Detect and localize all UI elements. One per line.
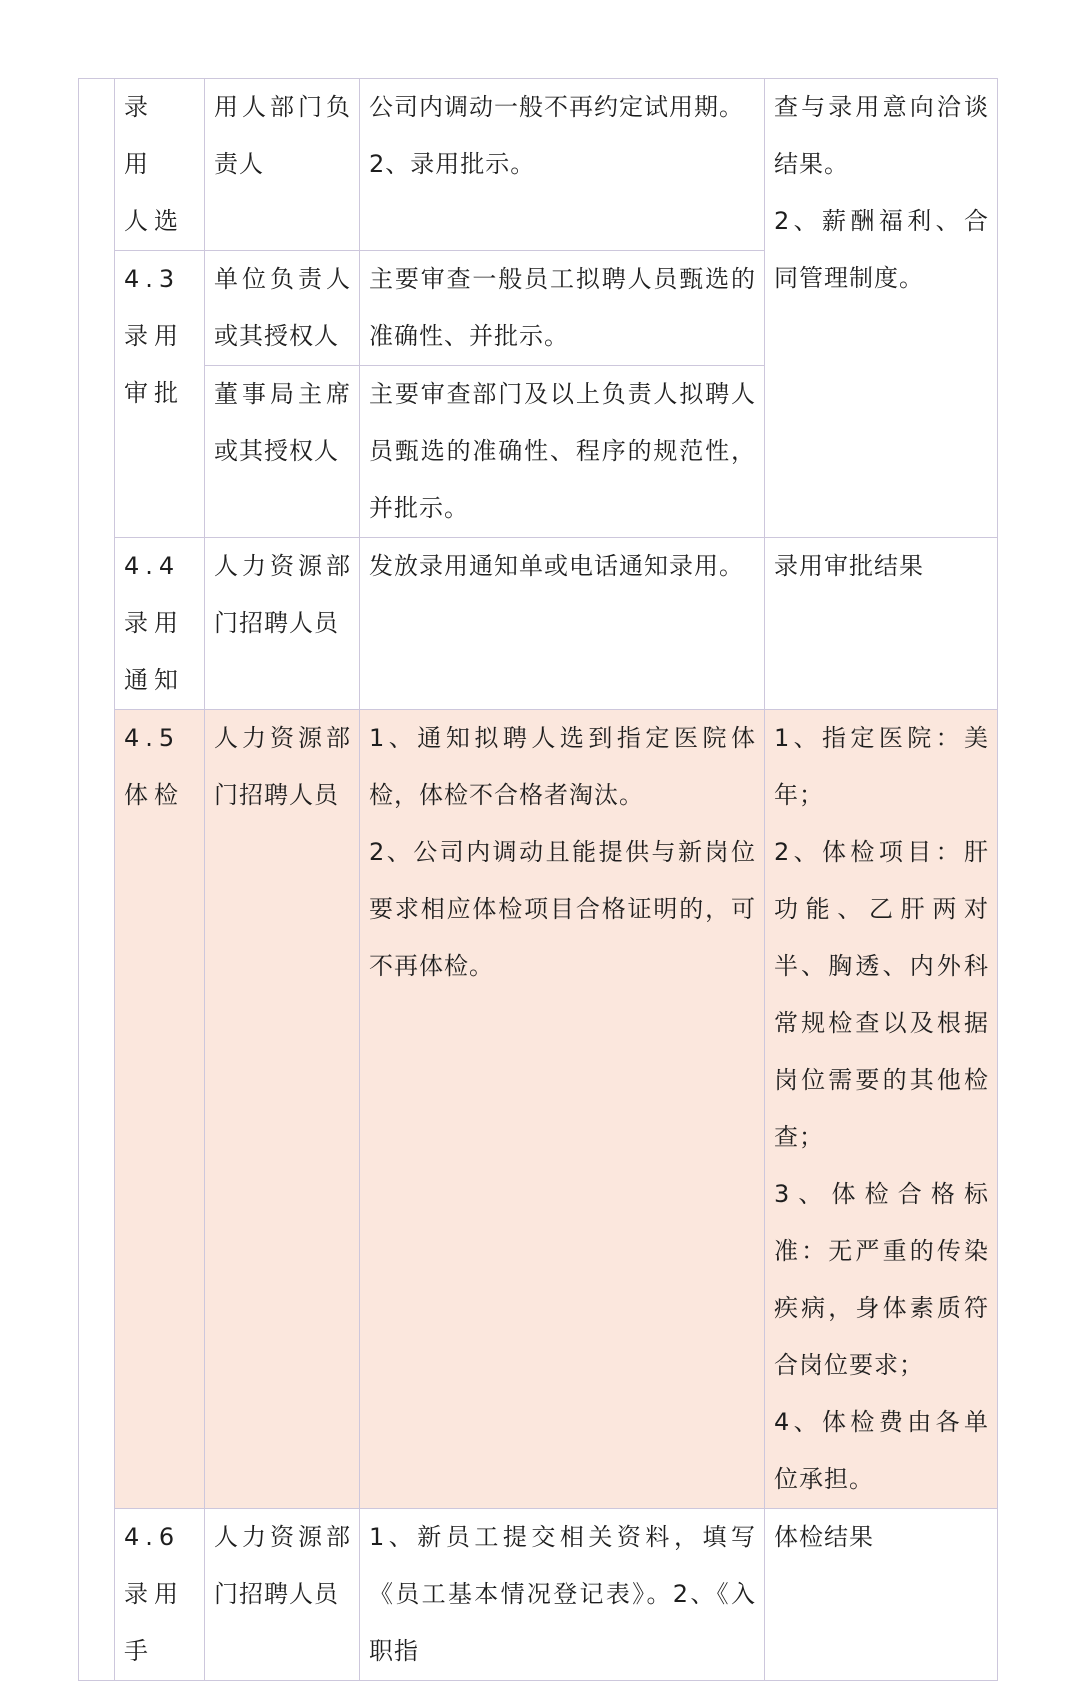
table-row-highlighted bbox=[79, 710, 998, 1509]
content-cell bbox=[360, 1509, 765, 1681]
content-cell bbox=[360, 710, 765, 1509]
table-row bbox=[79, 1509, 998, 1681]
basis-line: 体检结果 bbox=[774, 1523, 874, 1551]
owner-cell: 单位负责人或其授权人 bbox=[205, 251, 360, 366]
basis-line: 3、体检合格标准：无严重的传染疾病，身体素质符合岗位要求； bbox=[774, 1180, 989, 1379]
content-cell bbox=[360, 79, 765, 251]
basis-line: 1、指定医院：美年； bbox=[774, 724, 989, 809]
basis-cell bbox=[765, 1509, 998, 1681]
basis-line: 4、体检费由各单位承担。 bbox=[774, 1408, 989, 1493]
content-cell bbox=[360, 538, 765, 710]
basis-cell bbox=[765, 710, 998, 1509]
owner-cell: 董事局主席或其授权人 bbox=[205, 366, 360, 538]
content-cell bbox=[360, 251, 765, 366]
content-line: 主要审查部门及以上负责人拟聘人员甄选的准确性、程序的规范性，并批示。 bbox=[369, 380, 756, 522]
process-table bbox=[78, 78, 998, 1681]
content-line: 2、录用批示。 bbox=[369, 150, 536, 178]
content-line: 1、通知拟聘人选到指定医院体检，体检不合格者淘汰。 bbox=[369, 724, 756, 809]
basis-cell bbox=[765, 538, 998, 710]
basis-cell bbox=[765, 79, 998, 538]
content-line: 主要审查一般员工拟聘人员甄选的准确性、并批示。 bbox=[369, 265, 756, 350]
owner-cell: 用人部门负责人 bbox=[205, 79, 360, 251]
stage-cell: 4.6录用 手 bbox=[115, 1509, 205, 1681]
basis-line: 2、体检项目：肝功能、乙肝两对半、胸透、内外科常规检查以及根据岗位需要的其他检查； bbox=[774, 838, 989, 1151]
table-row bbox=[79, 538, 998, 710]
left-margin-column bbox=[79, 79, 115, 1681]
content-cell bbox=[360, 366, 765, 538]
basis-line: 查与录用意向洽谈结果。 bbox=[774, 93, 989, 178]
content-line: 发放录用通知单或电话通知录用。 bbox=[369, 552, 744, 580]
stage-cell: 4.5体检 bbox=[115, 710, 205, 1509]
stage-cell: 录 用 人选 bbox=[115, 79, 205, 251]
stage-cell: 4.4录用 通知 bbox=[115, 538, 205, 710]
content-line: 1、新员工提交相关资料，填写《员工基本情况登记表》。2、《入职指 bbox=[369, 1523, 756, 1665]
owner-cell: 人力资源部门招聘人员 bbox=[205, 710, 360, 1509]
stage-cell: 4.3录用 审批 bbox=[115, 251, 205, 538]
owner-cell: 人力资源部门招聘人员 bbox=[205, 538, 360, 710]
basis-line: 2、薪酬福利、合同管理制度。 bbox=[774, 207, 989, 292]
owner-cell: 人力资源部门招聘人员 bbox=[205, 1509, 360, 1681]
content-line: 公司内调动一般不再约定试用期。 bbox=[369, 93, 744, 121]
content-line: 2、公司内调动且能提供与新岗位要求相应体检项目合格证明的，可不再体检。 bbox=[369, 838, 756, 980]
basis-line: 录用审批结果 bbox=[774, 552, 924, 580]
table-row bbox=[79, 79, 998, 251]
